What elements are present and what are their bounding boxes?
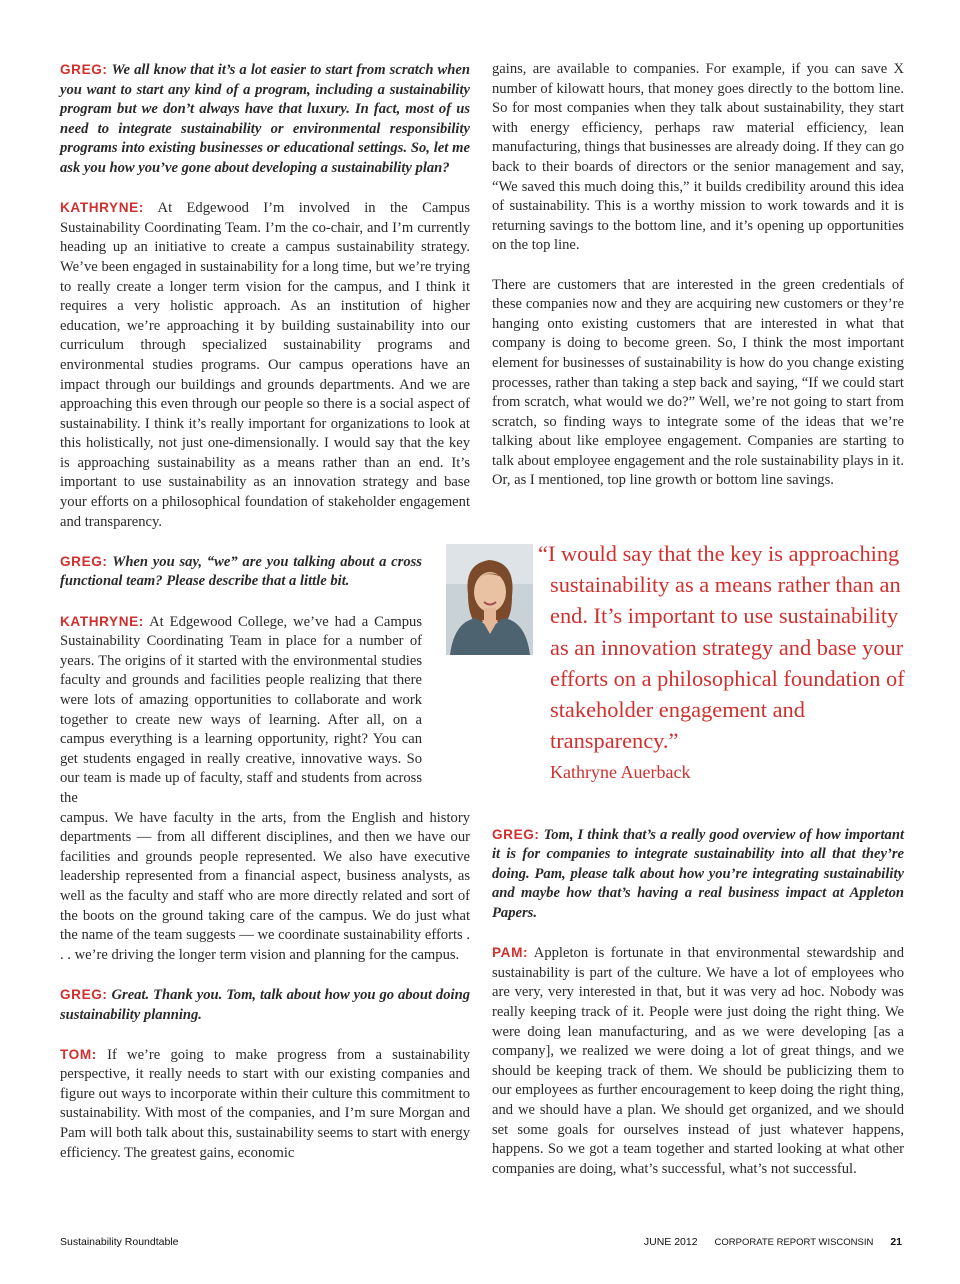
pull-quote-attribution: Kathryne Auerback	[550, 762, 691, 783]
speaker-label: GREG:	[60, 62, 108, 77]
footer-section: Sustainability Roundtable	[60, 1236, 179, 1248]
paragraph-kathryne-1	[60, 198, 470, 532]
paragraph-kathryne-2-cont	[60, 809, 470, 966]
pull-quote-text: “I would say that the key is approaching sustainability as a means rather than an end. It’s important to use sustainability as an innovation strategy and base your efforts on a philosophical foundation of stakeholder engagement and transparency.”	[538, 541, 905, 754]
speaker-label: GREG:	[60, 986, 108, 1002]
page-footer	[60, 1236, 902, 1252]
speaker-label: GREG:	[60, 553, 108, 569]
paragraph-pam-1	[492, 943, 904, 1179]
pull-quote	[538, 538, 918, 784]
footer-page-number: 21	[890, 1236, 902, 1248]
paragraph-greg-1	[60, 60, 470, 179]
paragraph-greg-4	[492, 825, 904, 924]
answer-text: At Edgewood College, we’ve had a Campus Sustainability Coordinating Team in place for a number of years. The origins of it started with the environmental studies faculty and grounds and facilities people realizing that there were lots of amazing opportunities to collaborate and work together to create new ways of learning. After all, on a campus everything is a learning opportunity, right? You can get students engaged in really creative, innovative ways. So our team is made up of faculty, staff and students from across the	[60, 613, 422, 806]
paragraph-tom-1	[60, 1045, 470, 1164]
question-text: When you say, “we” are you talking about a cross functional team? Please describe that a little bit.	[60, 553, 422, 590]
answer-text: gains, are available to companies. For example, if you can save X number of kilowatt hours, that money goes directly to the bottom line. So for most companies when they talk about sustainability, they start with energy efficiency, perhaps raw material efficiency, lean manufacturing, things that businesses are already doing. If they can go back to their boards of directors or the senior management and say, “We saved this much doing this,” it builds credibility around this idea of sustainability. This is a worthy mission to work towards and it is returning savings to the bottom line, and it’s opening up opportunities on the top line.	[492, 61, 904, 254]
question-text: We all know that it’s a lot easier to start from scratch when you want to start any kind of a program, including a sustainability program but we don’t always have that luxury. In fact, most of us need to integrate sustainability or environmental responsibility programs into existing businesses or educational settings. So, let me ask you how you’ve gone about developing a sustainability plan?	[60, 62, 470, 176]
speaker-label: TOM:	[60, 1046, 97, 1062]
paragraph-greg-2	[60, 552, 422, 592]
question-text: Great. Thank you. Tom, talk about how you go about doing sustainability planning.	[60, 986, 470, 1023]
answer-text: Appleton is fortunate in that environmental stewardship and sustainability is part of the culture. We have a lot of employees who are very, very interested in that, but it was very ad hoc. Nobody was really keeping track of it. People were just doing the right thing. We were doing lean manufacturing, and as we were developing [as a company], we realized we were doing a lot of great things, and we should be keeping track of them. We should be publicizing them to our employees as further encouragement to keep doing the right thing, and we should have a plan. We should get organized, and we should set some goals for ourselves instead of just whatever happens, happens. So we got a team together and started looking at what other companies are doing, what’s successful, what’s not successful.	[492, 945, 905, 1177]
paragraph-tom-1-cont	[492, 60, 904, 256]
footer-date: JUNE 2012	[643, 1236, 698, 1248]
portrait-illustration	[446, 544, 533, 655]
portrait-photo	[446, 544, 533, 655]
left-column	[60, 60, 470, 1183]
answer-text: If we’re going to make progress from a sustainability perspective, it really needs to start with our existing companies and figure out ways to incorporate within their culture this commitment to sustainability. With most of the companies, and I’m sure Morgan and Pam will both talk about this, sustainability seems to start with energy efficiency. The greatest gains, economic	[60, 1046, 470, 1161]
speaker-label: PAM:	[492, 945, 529, 961]
speaker-label: GREG:	[492, 826, 540, 842]
footer-right	[630, 1236, 902, 1248]
answer-text: There are customers that are interested in the green credentials of these companies now and they are acquiring new customers or they’re hanging onto existing customers that are interested in what that company is doing to become green. So, I think the most important element for businesses of sustainability is how do you change existing processes, rather than taking a step back and saying, “If we could start from scratch, what would we do?” Well, we’re not going to start from scratch, so finding ways to integrate some of the ideas that we’re talking about like employee engagement. Companies are starting to talk about employee engagement and the role sustainability plays in it. Or, as I mentioned, top line growth or bottom line savings.	[492, 276, 904, 489]
answer-text: campus. We have faculty in the arts, from the English and history departments — from all different disciplines, and then we have our facilities and grounds people represented. We also have executive leadership represented from a financial aspect, business analysts, as well as the faculty and staff who are more directly related and sort of the boots on the ground taking care of the campus. We do just what the name of the team suggests — we coordinate sustainability efforts . . . we’re driving the longer term vision and planning for the campus.	[60, 809, 470, 963]
question-text: Tom, I think that’s a really good overview of how important it is for companies to integrate sustainability into all that they’re doing. Pam, please talk about how you’re integrating sustainability and maybe how that’s having a real business impact at Appleton Papers.	[492, 826, 905, 922]
paragraph-greg-3	[60, 985, 470, 1025]
footer-publication: CORPORATE REPORT WISCONSIN	[714, 1237, 874, 1248]
paragraph-tom-2	[492, 276, 904, 492]
paragraph-kathryne-2	[60, 612, 422, 809]
speaker-label: KATHRYNE:	[60, 200, 144, 216]
answer-text: At Edgewood I’m involved in the Campus Sustainability Coordinating Team. I’m the co-chair, and I’m currently heading up an initiative to create a campus sustainability strategy. We’ve been engaged in sustainability for a long time, but we’re trying to really create a longer term vision for the campus, and I think it requires a very holistic approach. As an institution of higher education, we’re approaching it by building sustainability into our curriculum through specialized sustainability programs and environmental studies programs. Our campus operations have an impact through our buildings and grounds departments. And we are approaching this even through our people so there is a social aspect of sustainability. I think it’s really important for organizations to look at this holistically, not just one-dimensionally. I would say that the key is approaching sustainability as a means rather than an end. It’s important to use sustainability as an innovation strategy and base your efforts on a philosophical foundation of stakeholder engagement and transparency.	[60, 200, 471, 530]
speaker-label: KATHRYNE:	[60, 613, 144, 629]
